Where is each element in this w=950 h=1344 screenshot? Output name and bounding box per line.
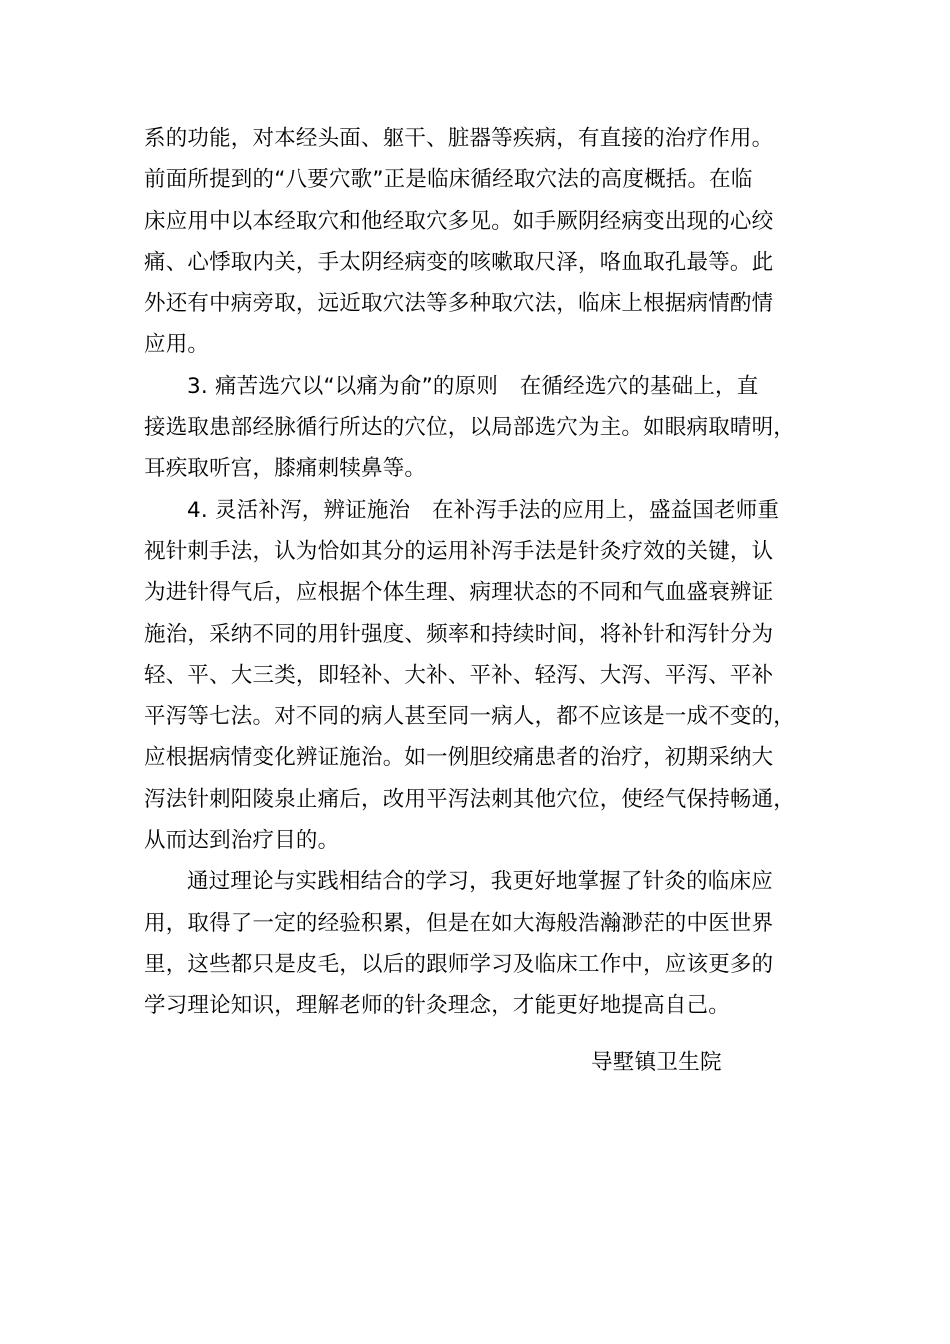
text-line: 施治，采纳不同的用针强度、频率和持续时间，将补针和泻针分为 [144, 621, 774, 647]
text-line: 耳疾取听宫，膝痛刺犊鼻等。 [144, 456, 427, 482]
text-line: 前面所提到的“八要穴歌”正是临床循经取穴法的高度概括。在临 [144, 167, 753, 193]
text-line: 泻法针刺阳陵泉止痛后，改用平泻法刺其他穴位，使经气保持畅通， [144, 786, 796, 812]
text-line: 痛、心悸取内关，手太阴经病变的咳嗽取尺泽，咯血取孔最等。此 [144, 249, 774, 275]
text-line: 接选取患部经脉循行所达的穴位，以局部选穴为主。如眼病取晴明， [144, 415, 796, 441]
text-line: 用，取得了一定的经验积累，但是在如大海般浩瀚渺茫的中医世界 [144, 910, 774, 936]
text-line-section-3: 3. 痛苦选穴以“以痛为俞”的原则 在循经选穴的基础上，直 [187, 373, 759, 399]
text-line: 平泻等七法。对不同的病人甚至同一病人，都不应该是一成不变的， [144, 704, 796, 730]
text-line: 外还有中病旁取，远近取穴法等多种取穴法，临床上根据病情酌情 [144, 291, 774, 317]
text-line: 轻、平、大三类，即轻补、大补、平补、轻泻、大泻、平泻、平补 [144, 662, 774, 688]
text-line: 视针刺手法，认为恰如其分的运用补泻手法是针灸疗效的关键，认 [144, 538, 774, 564]
text-line-conclusion: 通过理论与实践相结合的学习，我更好地掌握了针灸的临床应 [187, 869, 773, 895]
text-line: 学习理论知识，理解老师的针灸理念，才能更好地提高自己。 [144, 993, 730, 1019]
text-line: 从而达到治疗目的。 [144, 828, 340, 854]
body-text [144, 118, 824, 1027]
signature: 导墅镇卫生院 [591, 1050, 722, 1075]
text-line: 应根据病情变化辨证施治。如一例胆绞痛患者的治疗，初期采纳大 [144, 745, 774, 771]
text-line: 床应用中以本经取穴和他经取穴多见。如手厥阴经病变出现的心绞 [144, 208, 774, 234]
text-line: 里，这些都只是皮毛，以后的跟师学习及临床工作中，应该更多的 [144, 951, 774, 977]
text-line: 为进针得气后，应根据个体生理、病理状态的不同和气血盛衰辨证 [144, 580, 774, 606]
text-line: 系的功能，对本经头面、躯干、脏器等疾病，有直接的治疗作用。 [144, 126, 774, 151]
text-line-section-4: 4. 灵活补泻，辨证施治 在补泻手法的应用上，盛益国老师重 [187, 497, 780, 523]
text-line: 应用。 [144, 332, 210, 358]
